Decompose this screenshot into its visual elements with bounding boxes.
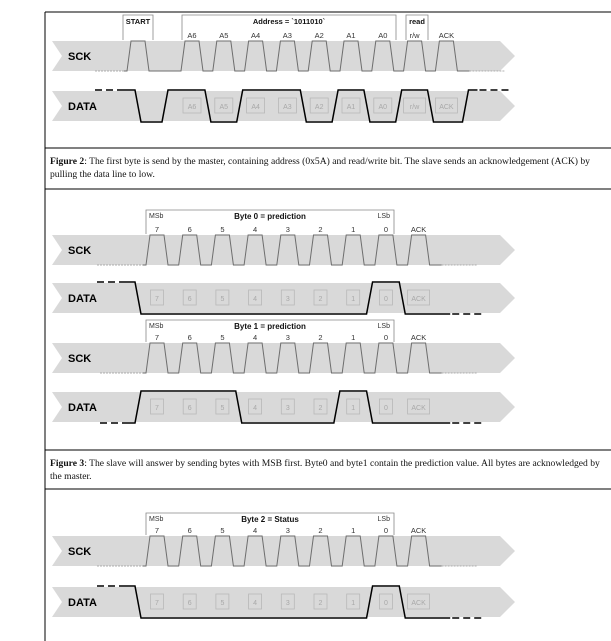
byte-title: Byte 2 = Status bbox=[241, 515, 299, 524]
bit-box-label: A5 bbox=[219, 104, 229, 111]
clock-bit-label: A5 bbox=[219, 31, 229, 40]
address-title: Address = `1011010` bbox=[252, 17, 326, 26]
clock-bit-label: 6 bbox=[187, 225, 192, 234]
data-band bbox=[52, 283, 515, 313]
bit-box-label: 1 bbox=[351, 296, 356, 303]
byte-title: Byte 0 = prediction bbox=[234, 212, 306, 221]
sck-label: SCK bbox=[68, 245, 92, 257]
sck-band bbox=[52, 343, 515, 373]
start-label: START bbox=[125, 17, 151, 26]
bit-box-label: 5 bbox=[220, 600, 225, 607]
lsb-label: LSb bbox=[377, 516, 390, 523]
bit-box-label: 4 bbox=[253, 600, 258, 607]
clock-bit-label: A6 bbox=[187, 31, 197, 40]
clock-bit-label: 7 bbox=[154, 333, 160, 342]
bit-box-label: 0 bbox=[383, 600, 388, 607]
msb-label: MSb bbox=[149, 323, 164, 330]
figure-3-caption bbox=[50, 458, 605, 483]
data-label: DATA bbox=[68, 101, 97, 113]
bit-box-label: A0 bbox=[378, 104, 388, 111]
sck-band bbox=[52, 235, 515, 265]
bit-box-label: 6 bbox=[187, 600, 192, 607]
clock-bit-label: 7 bbox=[154, 526, 160, 535]
clock-bit-label: 1 bbox=[351, 526, 356, 535]
bit-box-label: A4 bbox=[251, 104, 260, 111]
clock-bit-label: 3 bbox=[285, 526, 290, 535]
bit-box-label: 4 bbox=[253, 296, 258, 303]
clock-bit-label: 3 bbox=[285, 333, 290, 342]
clock-bit-label: 5 bbox=[220, 333, 225, 342]
figure-3-text: : The slave will answer by sending bytes with MSB first. Byte0 and byte1 contain the prediction value. All bytes are acknowledged by the master. bbox=[50, 458, 600, 482]
bit-box-label: 1 bbox=[351, 405, 356, 412]
bit-box-label: A2 bbox=[314, 104, 324, 111]
clock-bit-label: ACK bbox=[410, 225, 427, 234]
byte-title: Byte 1 = prediction bbox=[234, 322, 306, 331]
clock-bit-label: A4 bbox=[251, 31, 261, 40]
data-band bbox=[52, 392, 515, 422]
sck-label: SCK bbox=[68, 353, 92, 365]
clock-bit-label: A2 bbox=[314, 31, 324, 40]
bit-box-label: ACK bbox=[439, 104, 454, 111]
bit-box-label: A6 bbox=[187, 104, 197, 111]
bit-box-label: ACK bbox=[411, 296, 426, 303]
clock-bit-label: 0 bbox=[383, 225, 388, 234]
bit-box-label: 5 bbox=[220, 405, 225, 412]
clock-bit-label: ACK bbox=[410, 333, 427, 342]
figure-3-label: Figure 3 bbox=[50, 458, 85, 469]
clock-bit-label: 5 bbox=[220, 526, 225, 535]
clock-bit-label: A3 bbox=[282, 31, 292, 40]
clock-bit-label: 3 bbox=[285, 225, 290, 234]
clock-bit-label: 1 bbox=[351, 225, 356, 234]
figure-2-text: : The first byte is send by the master, containing address (0x5A) and read/write bit. The slave sends an acknowledgement (ACK) by pulling the data line to low. bbox=[50, 156, 590, 180]
clock-bit-label: 2 bbox=[318, 333, 323, 342]
data-label: DATA bbox=[68, 402, 97, 414]
clock-bit-label: 2 bbox=[318, 526, 323, 535]
clock-bit-label: 4 bbox=[253, 225, 258, 234]
clock-bit-label: 5 bbox=[220, 225, 225, 234]
sck-label: SCK bbox=[68, 546, 92, 558]
figure-2-label: Figure 2 bbox=[50, 156, 85, 167]
bit-box-label: 1 bbox=[351, 600, 356, 607]
clock-bit-label: A0 bbox=[378, 31, 388, 40]
clock-bit-label: 0 bbox=[383, 526, 388, 535]
data-label: DATA bbox=[68, 597, 97, 609]
bit-box-label: A1 bbox=[346, 104, 356, 111]
clock-bit-label: 0 bbox=[383, 333, 388, 342]
clock-bit-label: ACK bbox=[438, 31, 455, 40]
bit-box-label: 0 bbox=[383, 405, 388, 412]
clock-bit-label: r/w bbox=[409, 31, 420, 40]
bit-box-label: 3 bbox=[285, 600, 290, 607]
lsb-label: LSb bbox=[377, 213, 390, 220]
bit-box-label: r/w bbox=[409, 104, 420, 111]
bit-box-label: 4 bbox=[253, 405, 258, 412]
clock-bit-label: 4 bbox=[253, 526, 258, 535]
rw-header-label: read bbox=[409, 17, 425, 26]
sck-label: SCK bbox=[68, 51, 92, 63]
sck-band bbox=[52, 536, 515, 566]
bit-box-label: ACK bbox=[411, 405, 426, 412]
clock-bit-label: 7 bbox=[154, 225, 160, 234]
clock-bit-label: 6 bbox=[187, 526, 192, 535]
clock-bit-label: 2 bbox=[318, 225, 323, 234]
clock-bit-label: ACK bbox=[410, 526, 427, 535]
bit-box-label: 2 bbox=[318, 600, 323, 607]
bit-box-label: 2 bbox=[318, 405, 323, 412]
bit-box-label: 5 bbox=[220, 296, 225, 303]
bit-box-label: 7 bbox=[155, 296, 159, 303]
bit-box-label: 0 bbox=[383, 296, 388, 303]
lsb-label: LSb bbox=[377, 323, 390, 330]
bit-box-label: 2 bbox=[318, 296, 323, 303]
clock-bit-label: 1 bbox=[351, 333, 356, 342]
bit-box-label: 6 bbox=[187, 405, 192, 412]
clock-bit-label: A1 bbox=[346, 31, 356, 40]
clock-bit-label: 6 bbox=[187, 333, 192, 342]
clock-bit-label: 4 bbox=[253, 333, 258, 342]
data-band bbox=[52, 587, 515, 617]
bit-box-label: 3 bbox=[285, 405, 290, 412]
figure-2-caption bbox=[50, 156, 605, 181]
bit-box-label: 6 bbox=[187, 296, 192, 303]
bit-box-label: 7 bbox=[155, 600, 159, 607]
bit-box-label: A3 bbox=[283, 104, 292, 111]
bit-box-label: ACK bbox=[411, 600, 426, 607]
msb-label: MSb bbox=[149, 213, 164, 220]
bit-box-label: 3 bbox=[285, 296, 290, 303]
msb-label: MSb bbox=[149, 516, 164, 523]
sck-band bbox=[52, 41, 515, 71]
data-label: DATA bbox=[68, 293, 97, 305]
bit-box-label: 7 bbox=[155, 405, 159, 412]
